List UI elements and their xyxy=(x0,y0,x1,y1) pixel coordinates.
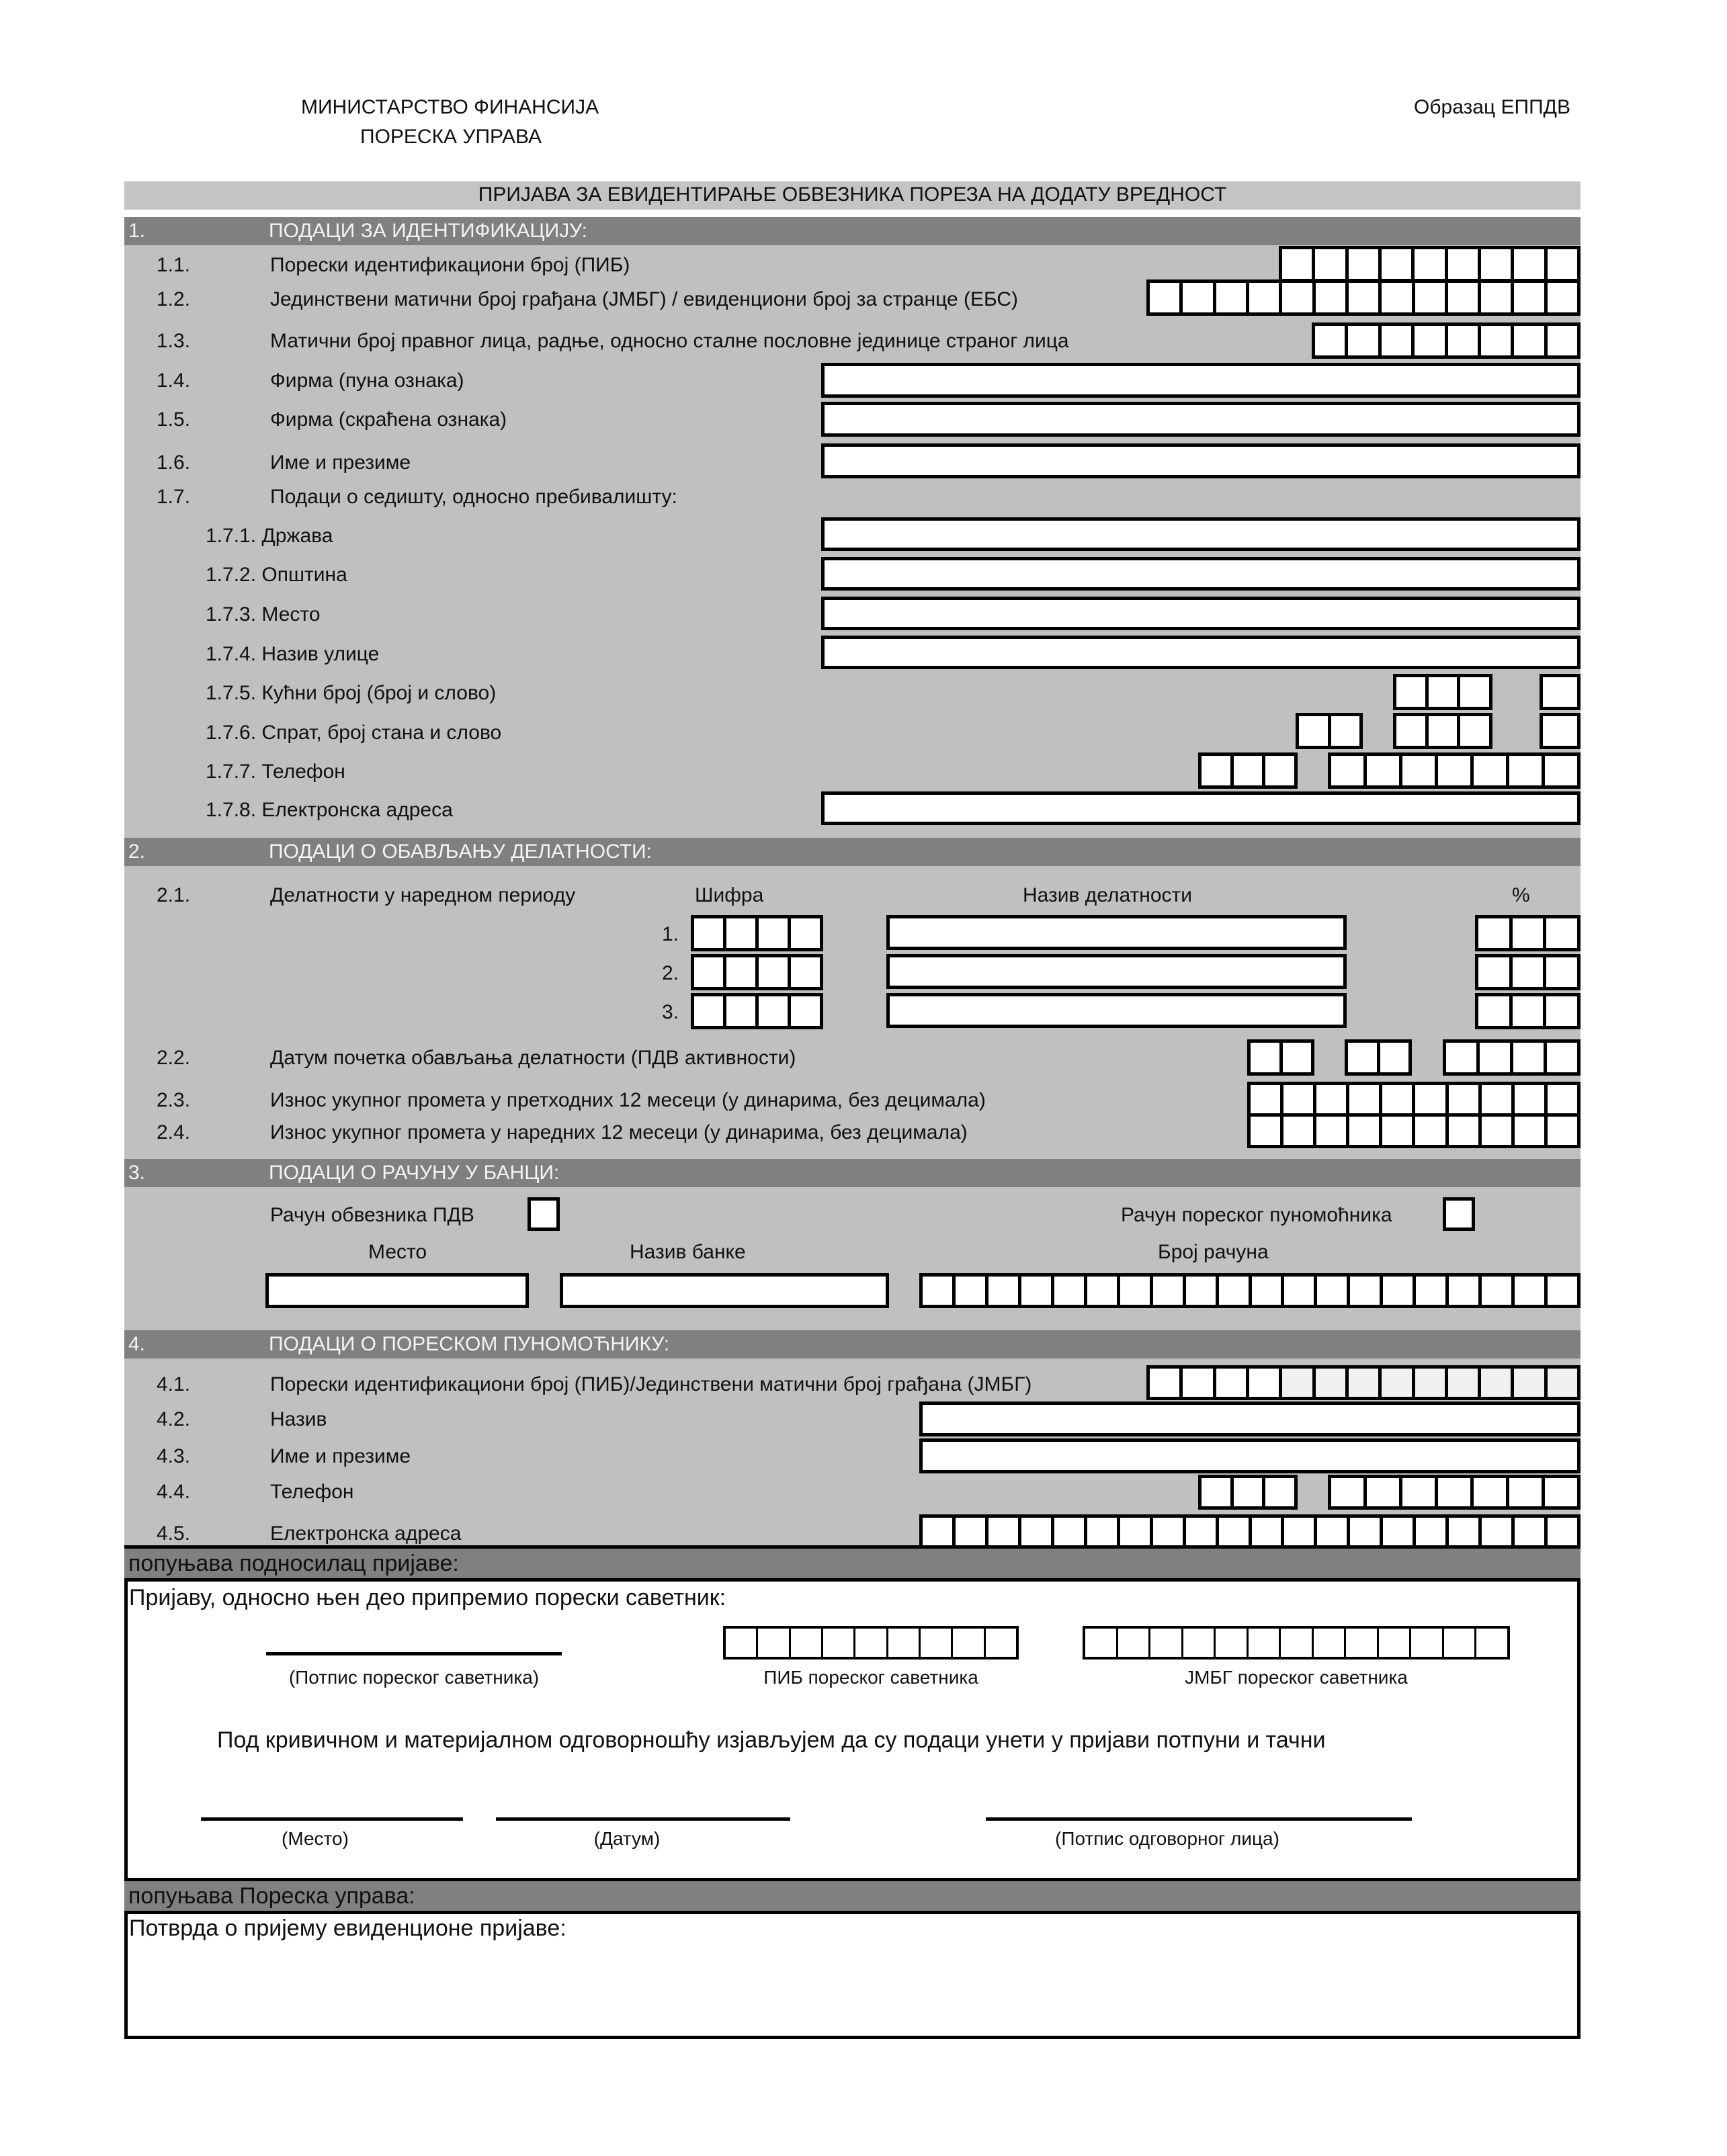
address-street-label: 1.7.4. Назив улице xyxy=(206,643,380,665)
row-number: 1.1. xyxy=(157,254,191,276)
form-title: ПРИЈАВА ЗА ЕВИДЕНТИРАЊЕ ОБВЕЗНИКА ПОРЕЗА НА ДОДАТУ ВРЕДНОСТ xyxy=(124,181,1581,210)
row-number: 4.4. xyxy=(157,1481,191,1503)
activity-3-name-input[interactable] xyxy=(886,993,1347,1028)
advisor-signature-caption: (Потпис пореског саветника) xyxy=(288,1667,540,1688)
start-date-year-input[interactable] xyxy=(1443,1039,1581,1076)
pib-label: Порески идентификациони број (ПИБ) xyxy=(270,254,630,276)
activity-index: 2. xyxy=(662,962,679,984)
expected-turnover-input[interactable] xyxy=(1247,1113,1581,1148)
company-full-label: Фирма (пуна ознака) xyxy=(270,370,464,392)
activity-code-column-header: Шифра xyxy=(695,884,764,906)
proxy-account-label: Рачун пореског пуномоћника xyxy=(1121,1204,1392,1226)
advisor-signature-line[interactable] xyxy=(266,1652,562,1655)
section-title: ПОДАЦИ О ПОРЕСКОМ ПУНОМОЋНИКУ: xyxy=(269,1333,670,1355)
start-date-day-input[interactable] xyxy=(1247,1039,1314,1076)
tax-office-section-header: попуњава Пореска управа: xyxy=(124,1878,1581,1914)
bank-name-column-header: Назив банке xyxy=(630,1241,746,1263)
registration-number-input[interactable] xyxy=(1312,322,1581,359)
proxy-id-input[interactable] xyxy=(1146,1365,1581,1400)
section-3-header xyxy=(124,1159,1581,1187)
start-date-month-input[interactable] xyxy=(1345,1039,1412,1076)
bank-place-input[interactable] xyxy=(265,1273,529,1308)
jmbg-input[interactable] xyxy=(1146,279,1581,316)
company-short-label: Фирма (скраћена ознака) xyxy=(270,408,507,431)
row-number: 4.2. xyxy=(157,1408,191,1430)
floor-input[interactable] xyxy=(1296,713,1363,749)
phone-area-code-input[interactable] xyxy=(1198,752,1298,789)
place-line[interactable] xyxy=(201,1817,463,1821)
activity-name-column-header: Назив делатности xyxy=(1023,884,1193,906)
row-number: 1.5. xyxy=(157,408,191,431)
previous-turnover-label: Износ укупног промета у претходних 12 месеци (у динарима, без децимала) xyxy=(270,1089,986,1111)
proxy-name-input[interactable] xyxy=(919,1402,1581,1436)
company-full-input[interactable] xyxy=(821,363,1581,398)
responsible-signature-caption: (Потпис одговорног лица) xyxy=(1055,1828,1279,1849)
address-country-input[interactable] xyxy=(821,517,1581,551)
row-number: 2.1. xyxy=(157,884,191,906)
bank-name-input[interactable] xyxy=(560,1273,889,1308)
activity-3-code-input[interactable] xyxy=(691,993,823,1029)
advisor-pib-input[interactable] xyxy=(723,1626,1019,1659)
section-title: ПОДАЦИ ЗА ИДЕНТИФИКАЦИЈУ: xyxy=(269,220,587,242)
row-number: 4.1. xyxy=(157,1373,191,1395)
expected-turnover-label: Износ укупног промета у наредних 12 месеци (у динарима, без децимала) xyxy=(270,1121,968,1144)
row-number: 1.2. xyxy=(157,288,191,310)
address-phone-label: 1.7.7. Телефон xyxy=(206,761,345,783)
company-short-input[interactable] xyxy=(821,402,1581,437)
vat-payer-account-label: Рачун обвезника ПДВ xyxy=(270,1204,474,1226)
seat-label: Подаци о седишту, односно пребивалишту: xyxy=(270,486,677,508)
proxy-full-name-input[interactable] xyxy=(919,1438,1581,1473)
advisor-jmbg-caption: ЈМБГ пореског саветника xyxy=(1185,1667,1408,1688)
apartment-number-input[interactable] xyxy=(1393,713,1492,749)
advisor-note: Пријаву, односно њен део припремио порески саветник: xyxy=(129,1585,726,1610)
activities-label: Делатности у наредном периоду xyxy=(270,884,576,906)
row-number: 1.3. xyxy=(157,330,191,352)
address-street-input[interactable] xyxy=(821,636,1581,669)
pib-input[interactable] xyxy=(1279,246,1581,282)
agency-name: ПОРЕСКА УПРАВА xyxy=(360,126,542,148)
advisor-pib-caption: ПИБ пореског саветника xyxy=(763,1667,978,1688)
section-number: 4. xyxy=(128,1333,146,1355)
proxy-id-label: Порески идентификациони број (ПИБ)/Јединствени матични број грађана (ЈМБГ) xyxy=(270,1373,1032,1395)
house-number-input[interactable] xyxy=(1393,674,1492,710)
activity-1-name-input[interactable] xyxy=(886,915,1347,950)
proxy-phone-area-code-input[interactable] xyxy=(1198,1475,1298,1510)
row-number: 1.6. xyxy=(157,451,191,474)
account-number-input[interactable] xyxy=(919,1273,1581,1308)
apartment-letter-input[interactable] xyxy=(1540,713,1581,749)
address-municipality-label: 1.7.2. Општина xyxy=(206,564,347,586)
declaration-statement: Под кривичном и материјалном одговорношћу изјављујем да су подаци унети у пријави потпуни и тачни xyxy=(217,1727,1326,1753)
address-place-label: 1.7.3. Место xyxy=(206,603,321,626)
activity-1-code-input[interactable] xyxy=(691,915,823,951)
activity-index: 1. xyxy=(662,923,679,945)
section-number: 2. xyxy=(128,840,146,863)
section-number: 3. xyxy=(128,1162,146,1184)
proxy-email-label: Електронска адреса xyxy=(270,1522,462,1545)
previous-turnover-input[interactable] xyxy=(1247,1082,1581,1117)
address-municipality-input[interactable] xyxy=(821,557,1581,591)
jmbg-label: Јединствени матични број грађана (ЈМБГ) / евиденциони број за странце (ЕБС) xyxy=(270,288,1019,310)
vat-payer-account-checkbox[interactable] xyxy=(528,1197,560,1231)
activity-2-percent-input[interactable] xyxy=(1475,954,1581,990)
place-caption: (Место) xyxy=(282,1828,349,1849)
activity-index: 3. xyxy=(662,1001,679,1023)
address-house-number-label: 1.7.5. Кућни број (број и слово) xyxy=(206,682,497,704)
row-number: 2.3. xyxy=(157,1089,191,1111)
activity-2-name-input[interactable] xyxy=(886,954,1347,989)
advisor-jmbg-input[interactable] xyxy=(1083,1626,1510,1659)
activity-1-percent-input[interactable] xyxy=(1475,915,1581,951)
proxy-phone-label: Телефон xyxy=(270,1481,354,1503)
start-date-label: Датум почетка обављања делатности (ПДВ активности) xyxy=(270,1047,796,1069)
bank-place-column-header: Место xyxy=(368,1241,427,1263)
row-number: 1.4. xyxy=(157,370,191,392)
row-number: 2.4. xyxy=(157,1121,191,1144)
full-name-input[interactable] xyxy=(821,443,1581,478)
date-line[interactable] xyxy=(496,1817,790,1821)
account-number-column-header: Број рачуна xyxy=(1158,1241,1269,1263)
activity-percent-column-header: % xyxy=(1512,884,1530,906)
form-code: Образац ЕППДВ xyxy=(1414,96,1570,118)
responsible-signature-line[interactable] xyxy=(986,1817,1412,1821)
row-number: 2.2. xyxy=(157,1047,191,1069)
receipt-label: Потврда о пријему евиденционе пријаве: xyxy=(129,1915,566,1941)
proxy-name-label: Назив xyxy=(270,1408,327,1430)
section-1-header xyxy=(124,217,1581,245)
full-name-label: Име и презиме xyxy=(270,451,411,474)
proxy-phone-number-input[interactable] xyxy=(1328,1475,1581,1510)
registration-number-label: Матични број правног лица, радње, односно сталне пословне јединице страног лица xyxy=(270,330,1069,352)
row-number: 4.5. xyxy=(157,1522,191,1545)
section-4-header xyxy=(124,1330,1581,1359)
section-title: ПОДАЦИ О РАЧУНУ У БАНЦИ: xyxy=(269,1162,560,1184)
house-letter-input[interactable] xyxy=(1540,674,1581,710)
proxy-email-input[interactable] xyxy=(919,1514,1581,1549)
activity-3-percent-input[interactable] xyxy=(1475,993,1581,1029)
proxy-full-name-label: Име и презиме xyxy=(270,1445,411,1467)
phone-number-input[interactable] xyxy=(1328,752,1581,789)
address-place-input[interactable] xyxy=(821,597,1581,630)
email-input[interactable] xyxy=(821,791,1581,825)
section-title: ПОДАЦИ О ОБАВЉАЊУ ДЕЛАТНОСТИ: xyxy=(269,840,652,863)
proxy-account-checkbox[interactable] xyxy=(1443,1197,1475,1231)
address-country-label: 1.7.1. Држава xyxy=(206,525,333,547)
row-number: 4.3. xyxy=(157,1445,191,1467)
declaration-box xyxy=(124,1545,1581,2039)
row-number: 1.7. xyxy=(157,486,191,508)
date-caption: (Датум) xyxy=(593,1828,661,1849)
activity-2-code-input[interactable] xyxy=(691,954,823,990)
ministry-name: МИНИСТАРСТВО ФИНАНСИЈА xyxy=(301,96,599,118)
address-floor-label: 1.7.6. Спрат, број стана и слово xyxy=(206,722,502,744)
section-2-header xyxy=(124,838,1581,866)
section-number: 1. xyxy=(128,220,146,242)
applicant-section-header: попуњава подносилац пријаве: xyxy=(124,1545,1581,1582)
address-email-label: 1.7.8. Електронска адреса xyxy=(206,799,453,821)
